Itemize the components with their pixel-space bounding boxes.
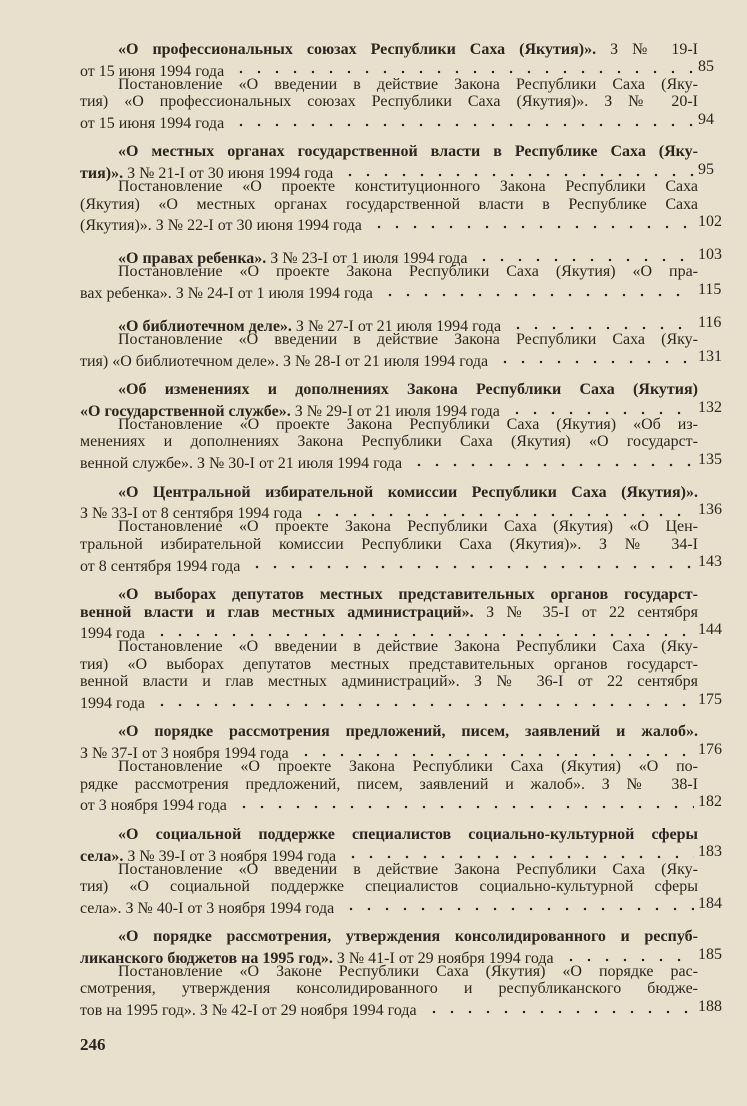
entry-text: Постановление «О введении в действие Закона Республики Саха (Яку-	[118, 330, 698, 348]
toc-line	[80, 980, 698, 997]
line-text	[118, 416, 698, 433]
toc-line	[80, 76, 698, 93]
entry-text: З № 37-I от 3 ноября 1994 года	[80, 745, 289, 763]
toc-line	[80, 758, 698, 775]
entry-text: Постановление «О введении в действие Закона Республики Саха (Яку-	[118, 860, 698, 878]
dot-leader	[153, 691, 694, 708]
page-reference: 135	[698, 450, 722, 468]
law-title: села».	[80, 847, 124, 865]
line-text	[80, 558, 240, 575]
toc-line	[80, 586, 698, 603]
toc-line	[80, 536, 698, 553]
page-reference: 184	[698, 895, 722, 913]
toc-line	[80, 792, 722, 815]
toc-entry	[80, 313, 722, 370]
entry-text: (Якутия) «О местных органах государственной власти в Республике Саха	[80, 195, 698, 213]
toc-line	[80, 143, 698, 160]
dot-leader	[425, 998, 694, 1015]
law-title: «О государственной службе».	[80, 403, 291, 421]
line-text	[118, 826, 698, 843]
entry-text: тральной избирательной комиссии Республики Саха (Якутия)». З № 34-I	[80, 535, 698, 553]
dot-leader	[341, 161, 694, 178]
toc-line	[80, 58, 714, 80]
line-text	[80, 285, 373, 302]
entry-text: смотрения, утверждения консолидированного и республиканского бюдже-	[80, 980, 698, 998]
toc-line	[80, 450, 722, 473]
line-text	[80, 217, 362, 234]
line-text	[80, 797, 227, 814]
toc-line	[80, 501, 722, 523]
page-reference: 103	[698, 245, 722, 263]
line-text	[118, 484, 698, 501]
toc-line	[80, 381, 698, 398]
line-text	[80, 455, 402, 472]
toc-line	[80, 690, 722, 712]
entry-text: З № 41-I от 29 ноября 1994 года	[332, 950, 554, 968]
line-text	[80, 115, 224, 132]
entry-text: З № 39-I от 3 ноября 1994 года	[123, 847, 337, 865]
toc-line	[80, 963, 698, 980]
toc-entry	[80, 928, 722, 1020]
line-text	[80, 93, 698, 110]
page-reference: 188	[698, 997, 722, 1015]
line-text	[80, 776, 698, 793]
toc-line	[80, 740, 722, 763]
dot-leader	[496, 348, 694, 365]
entry-text: тия) «О профессиональных союзах Республики Саха (Якутия)». З № 20-I	[80, 93, 698, 111]
page-number: 246	[80, 1035, 106, 1054]
law-title: «О порядке рассмотрения, утверждения консолидированного и респуб-	[118, 928, 698, 946]
entry-text: рядке рассмотрения предложений, писем, заявлений и жалоб». З № 38-I	[80, 775, 698, 793]
line-text	[80, 673, 698, 690]
dot-leader	[232, 111, 694, 128]
toc-line	[80, 878, 698, 895]
line-text	[118, 723, 698, 740]
page-reference: 115	[698, 280, 722, 298]
toc-entry	[80, 586, 722, 712]
entry-text: тия) «О выборах депутатов местных представительных органов государст-	[80, 655, 698, 673]
page-reference: 85	[698, 58, 714, 76]
law-title: «Об изменениях и дополнениях Закона Республики Саха (Якутия)	[118, 381, 698, 399]
entry-text: З № 19-I	[596, 41, 698, 58]
entry-text: от 3 ноября 1994 года	[80, 797, 227, 815]
law-title: «О библиотечном деле».	[118, 317, 292, 335]
entry-text: Постановление «О проекте конституционного Закона Республики Саха	[118, 178, 698, 196]
toc-line	[80, 196, 698, 213]
line-text	[118, 381, 698, 398]
toc-line	[80, 861, 698, 878]
line-text	[118, 263, 698, 280]
toc-entry	[80, 41, 714, 132]
toc-line	[80, 398, 722, 421]
page-reference: 182	[698, 792, 722, 810]
dot-leader	[153, 621, 694, 638]
dot-leader	[310, 501, 694, 518]
toc-entry	[80, 245, 722, 303]
line-text	[118, 178, 698, 195]
entry-text: менениях и дополнениях Закона Республики Саха (Якутия) «О государст-	[80, 433, 698, 451]
dot-leader	[381, 281, 694, 298]
law-title: «О Центральной избирательной комиссии Республики Саха (Якутия)».	[118, 483, 698, 501]
entry-text: Постановление «О проекте Закона Республики Саха (Якутия) «О по-	[118, 758, 698, 776]
toc-line	[80, 945, 722, 968]
law-title: «О правах ребенка».	[118, 250, 267, 268]
toc-line	[80, 553, 722, 575]
dot-leader	[562, 946, 694, 963]
entry-text: тия) «О социальной поддержке специалистов социально-культурной сферы	[80, 878, 698, 896]
line-text	[80, 900, 334, 917]
page-reference: 183	[698, 843, 722, 861]
dot-leader	[232, 58, 694, 75]
dot-leader	[248, 553, 694, 570]
toc-line	[80, 843, 722, 865]
line-text	[80, 433, 698, 450]
page-reference: 136	[698, 501, 722, 519]
dot-leader	[297, 741, 694, 758]
toc-line	[80, 348, 722, 370]
toc-entry	[80, 723, 722, 815]
toc-line	[80, 93, 698, 110]
entry-text: Постановление «О проекте Закона Республики Саха (Якутия) «Об из-	[118, 416, 698, 434]
entry-text: Постановление «О проекте Закона Республики Саха (Якутия) «О Цен-	[118, 518, 698, 536]
line-text	[80, 536, 698, 553]
toc-entry	[80, 381, 722, 473]
page-reference: 143	[698, 553, 722, 571]
dot-leader	[344, 843, 694, 860]
entry-text: венной службе». З № 30-I от 21 июля 1994 года	[80, 455, 403, 473]
toc-line	[80, 638, 698, 655]
line-text	[118, 76, 698, 93]
page-reference: 116	[698, 313, 722, 331]
entry-text: З № 23-I от 1 июля 1994 года	[266, 250, 468, 268]
toc-line	[80, 331, 698, 348]
entry-text: З № 35-I от 22 сентября	[473, 603, 698, 621]
law-title: «О выборах депутатов местных представительных органов государст-	[118, 586, 698, 604]
entry-text: З № 21-I от 30 июня 1994 года	[123, 165, 334, 183]
entry-text: венной власти и глав местных администраций». З № 36-I от 22 сентября	[80, 673, 698, 691]
toc-line	[80, 433, 698, 450]
line-text	[80, 656, 698, 673]
line-text	[118, 586, 698, 603]
page-reference: 95	[698, 160, 714, 178]
line-text	[118, 758, 698, 775]
dot-leader	[508, 399, 694, 416]
entry-text: тов на 1995 год». З № 42-I от 29 ноября 1994 года	[80, 1002, 417, 1020]
dot-leader	[410, 451, 694, 468]
page-reference: 132	[698, 398, 722, 416]
line-text	[118, 331, 698, 348]
entry-text: от 15 июня 1994 года	[80, 114, 225, 132]
toc-line	[80, 484, 698, 501]
line-text	[118, 638, 698, 655]
toc-line	[80, 997, 722, 1020]
toc-entry	[80, 825, 722, 917]
toc-entry	[80, 143, 722, 235]
line-text	[118, 861, 698, 878]
entry-text: села». З № 40-I от 3 ноября 1994 года	[80, 899, 335, 917]
entry-text: З № 29-I от 21 июля 1994 года	[290, 403, 500, 421]
page-reference: 102	[698, 213, 722, 231]
line-text	[80, 353, 488, 370]
dot-leader	[475, 246, 694, 263]
page-reference: 131	[698, 348, 722, 366]
toc-line	[80, 41, 698, 58]
law-title: венной власти и глав местных администраций».	[80, 603, 474, 621]
entry-text: (Якутия)». З № 22-I от 30 июня 1994 года	[80, 217, 362, 235]
toc-line	[80, 263, 698, 280]
page-reference: 175	[698, 690, 722, 708]
entry-text: 1994 года	[80, 625, 145, 643]
entry-text: от 15 июня 1994 года	[80, 62, 225, 80]
law-title: «О порядке рассмотрения предложений, писем, заявлений и жалоб».	[118, 723, 698, 741]
law-title: «О профессиональных союзах Республики Саха (Якутия)».	[118, 41, 597, 58]
entry-text: Постановление «О Законе Республики Саха (Якутия) «О порядке рас-	[118, 963, 698, 981]
table-of-contents	[80, 41, 722, 1031]
law-title: «О местных органах государственной власти в Республике Саха (Яку-	[118, 143, 698, 161]
line-text	[118, 928, 698, 945]
line-text	[80, 196, 698, 213]
toc-line	[80, 723, 698, 740]
entry-text: 1994 года	[80, 694, 145, 712]
page-reference: 185	[698, 945, 722, 963]
entry-text: тия) «О библиотечном деле». З № 28-I от 21 июля 1994 года	[80, 352, 489, 370]
toc-line	[80, 604, 698, 621]
entry-text: З № 33-I от 8 сентября 1994 года	[80, 505, 303, 523]
toc-line	[80, 928, 698, 945]
dot-leader	[509, 314, 694, 331]
toc-line	[80, 895, 722, 917]
toc-entry	[80, 483, 722, 575]
line-text	[118, 143, 698, 160]
page-reference: 94	[698, 110, 714, 128]
toc-line	[80, 245, 722, 268]
toc-line	[80, 826, 698, 843]
toc-line	[80, 110, 714, 132]
toc-line	[80, 280, 722, 303]
law-title: ликанского бюджетов на 1995 год».	[80, 950, 333, 968]
line-text	[80, 980, 698, 997]
toc-line	[80, 656, 698, 673]
dot-leader	[370, 213, 694, 230]
entry-text: вах ребенка». З № 24-I от 1 июля 1994 года	[80, 285, 373, 303]
line-text	[118, 518, 698, 535]
entry-text: Постановление «О введении в действие Закона Республики Саха (Яку-	[118, 638, 698, 656]
page-reference: 176	[698, 740, 722, 758]
law-title: тия)».	[80, 165, 124, 183]
dot-leader	[342, 895, 694, 912]
toc-line	[80, 313, 722, 335]
toc-line	[80, 160, 714, 183]
toc-line	[80, 178, 698, 195]
toc-line	[80, 518, 698, 535]
toc-line	[80, 416, 698, 433]
entry-text: от 8 сентября 1994 года	[80, 557, 241, 575]
toc-line	[80, 620, 722, 643]
toc-line	[80, 673, 698, 690]
toc-line	[80, 776, 698, 793]
toc-line	[80, 213, 722, 235]
line-text	[118, 963, 698, 980]
line-text	[80, 604, 698, 621]
law-title: «О социальной поддержке специалистов социально-культурной сферы	[118, 825, 698, 843]
line-text	[80, 1002, 417, 1019]
line-text	[118, 41, 698, 58]
entry-text: З № 27-I от 21 июля 1994 года	[291, 317, 502, 335]
page-reference: 144	[698, 620, 722, 638]
line-text	[80, 695, 145, 712]
entry-text: Постановление «О проекте Закона Республики Саха (Якутия) «О пра-	[118, 263, 698, 281]
entry-text: Постановление «О введении в действие Закона Республики Саха (Яку-	[118, 75, 698, 93]
line-text	[80, 878, 698, 895]
dot-leader	[235, 793, 694, 810]
